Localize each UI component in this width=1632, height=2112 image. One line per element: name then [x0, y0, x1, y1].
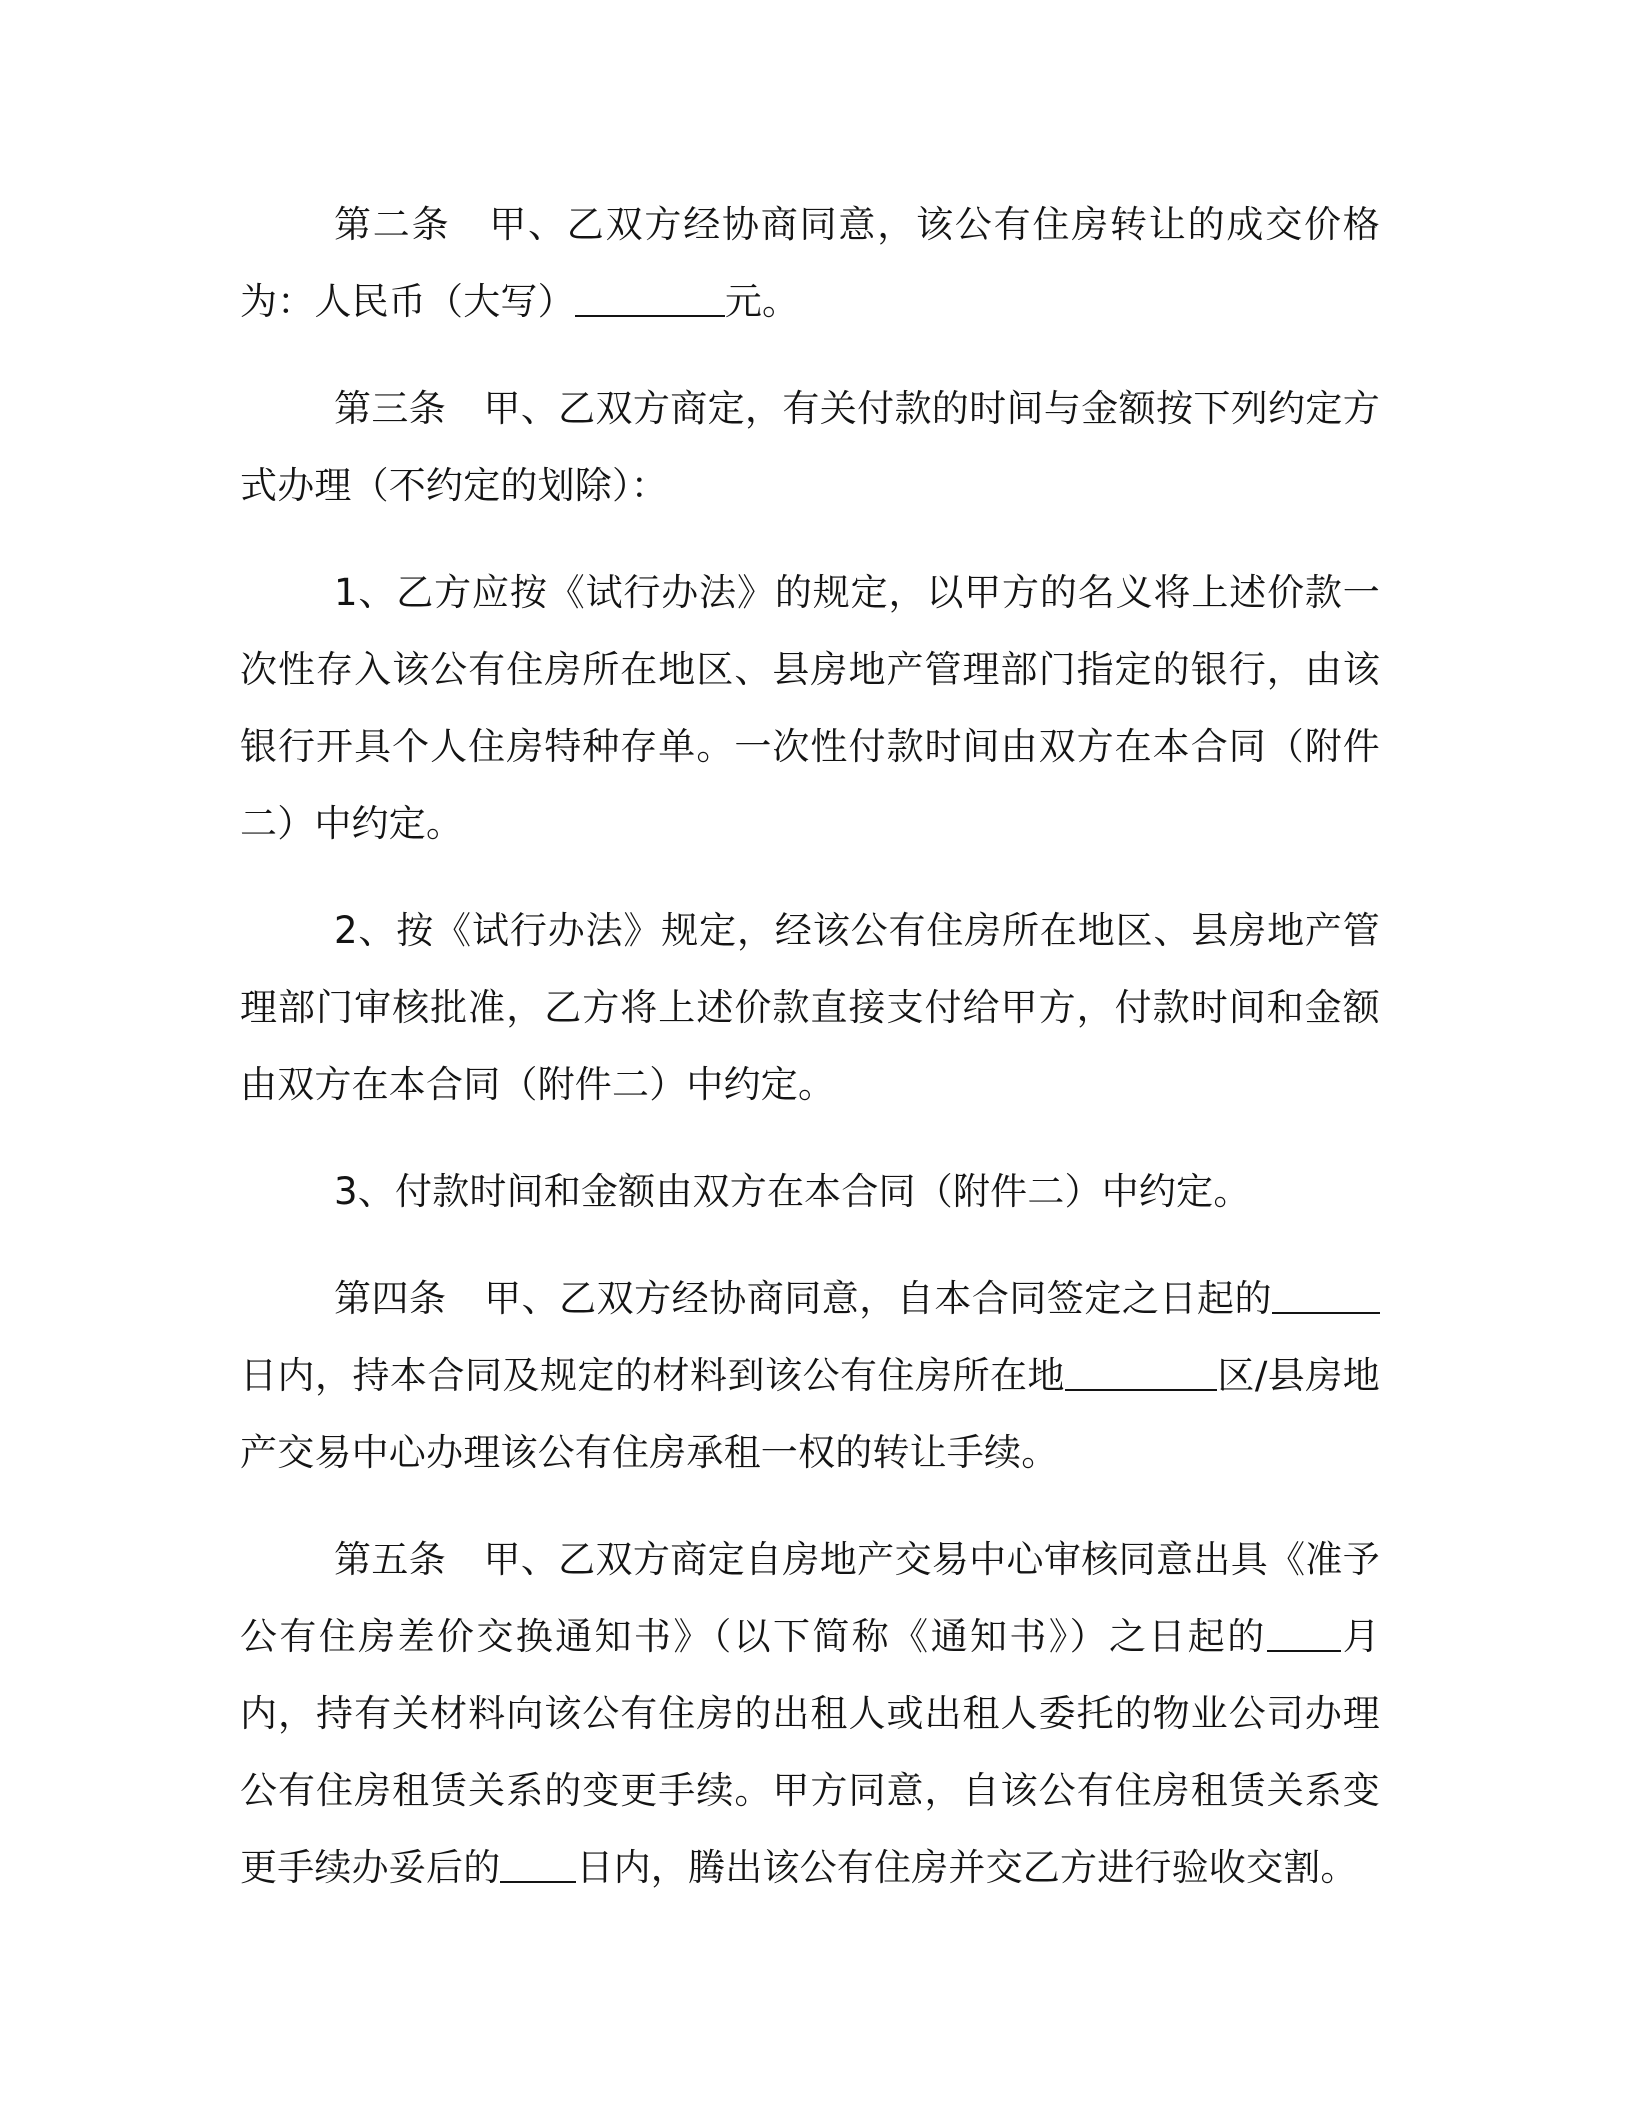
payment-item-3: [240, 1153, 1380, 1230]
article-2: [240, 186, 1380, 340]
article-5: [240, 1521, 1380, 1906]
article-4-text-end: 区/县房地产交易中心办理该公有住房承租一权的转让手续。: [240, 1354, 1381, 1474]
article-4: [240, 1260, 1380, 1491]
contract-page: [240, 186, 1380, 1906]
payment-item-2: [240, 892, 1380, 1123]
article-3-text: 第三条 甲、乙双方商定，有关付款的时间与金额按下列约定方式办理（不约定的划除）：: [240, 387, 1380, 507]
months-blank: [1267, 1617, 1341, 1652]
article-5-text-end: 日内，腾出该公有住房并交乙方进行验收交割。: [576, 1846, 1358, 1889]
article-3: [240, 370, 1380, 524]
payment-item-3-text: 3、付款时间和金额由双方在本合同（附件二）中约定。: [334, 1170, 1251, 1213]
payment-item-2-text: 2、按《试行办法》规定，经该公有住房所在地区、县房地产管理部门审核批准，乙方将上述价款直接支付给甲方，付款时间和金额由双方在本合同（附件二）中约定。: [240, 909, 1380, 1106]
article-2-text-end: 元。: [724, 280, 800, 323]
article-2-text: 第二条 甲、乙双方经协商同意，该公有住房转让的成交价格为：人民币（大写）: [240, 203, 1380, 323]
article-5-text-mid: 月内，持有关材料向该公有住房的出租人或出租人委托的物业公司办理公有住房租赁关系的变更手续。甲方同意，自该公有住房租赁关系变更手续办妥后的: [240, 1615, 1381, 1889]
payment-item-1-text: 1、乙方应按《试行办法》的规定，以甲方的名义将上述价款一次性存入该公有住房所在地区、县房地产管理部门指定的银行，由该银行开具个人住房特种存单。一次性付款时间由双方在本合同（附件二）中约定。: [240, 571, 1380, 845]
payment-item-1: [240, 554, 1380, 862]
district-blank: [1065, 1356, 1217, 1391]
price-blank: [575, 282, 725, 317]
article-4-text-mid: 日内，持本合同及规定的材料到该公有住房所在地: [240, 1354, 1066, 1397]
vacate-days-blank: [500, 1848, 576, 1883]
article-4-text: 第四条 甲、乙双方经协商同意，自本合同签定之日起的: [334, 1277, 1272, 1320]
days-blank: [1272, 1279, 1380, 1314]
article-5-text: 第五条 甲、乙双方商定自房地产交易中心审核同意出具《准予公有住房差价交换通知书》（以下简称《通知书》）之日起的: [240, 1538, 1380, 1658]
